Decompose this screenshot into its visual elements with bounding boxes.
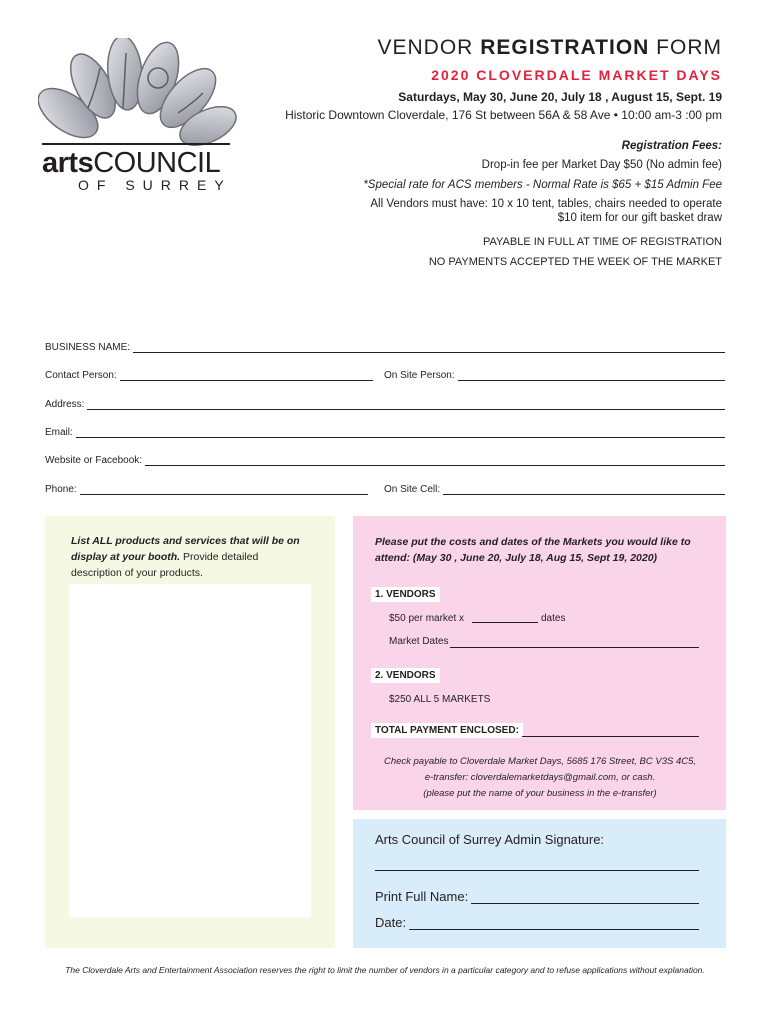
option-1-label: 1. VENDORS: [371, 587, 440, 602]
logo-wordmark: artsCOUNCIL: [42, 147, 221, 179]
total-payment-input[interactable]: [522, 736, 699, 737]
total-payment-label: TOTAL PAYMENT ENCLOSED:: [371, 723, 523, 738]
per-market-text: $50 per market x: [389, 613, 465, 624]
fee-gift: $10 item for our gift basket draw: [557, 212, 722, 224]
on-site-cell-field[interactable]: On Site Cell:: [384, 481, 725, 495]
phone-field[interactable]: Phone:: [45, 481, 368, 495]
fees-heading: Registration Fees:: [621, 140, 722, 152]
fee-dropin: Drop-in fee per Market Day $50 (No admin fee): [481, 159, 722, 171]
website-field[interactable]: Website or Facebook:: [45, 452, 725, 466]
option-2-label: 2. VENDORS: [371, 668, 440, 683]
market-dates: Saturdays, May 30, June 20, July 18 , August 15, Sept. 19: [398, 90, 722, 104]
dates-word: dates: [541, 613, 566, 624]
all-markets-text: $250 ALL 5 MARKETS: [389, 694, 491, 705]
email-field[interactable]: Email:: [45, 424, 725, 438]
market-dates-label: Market Dates: [389, 636, 449, 647]
address-field[interactable]: Address:: [45, 396, 725, 410]
contact-person-field[interactable]: Contact Person:: [45, 367, 373, 381]
business-name-field[interactable]: BUSINESS NAME:: [45, 339, 725, 353]
logo-rule: [42, 143, 230, 145]
logo-of-surrey: OF SURREY: [78, 177, 232, 193]
admin-signature-input[interactable]: [375, 870, 699, 871]
market-location: Historic Downtown Cloverdale, 176 St between 56A & 58 Ave • 10:00 am-3 :00 pm: [285, 108, 722, 122]
markets-heading: Please put the costs and dates of the Markets you would like to attend: (May 30 , June 20, July 18, Aug 15, Sept 19, 2020): [375, 536, 691, 564]
no-payments-notice: NO PAYMENTS ACCEPTED THE WEEK OF THE MARKET: [428, 256, 722, 268]
fee-requirements: All Vendors must have: 10 x 10 tent, tables, chairs needed to operate: [370, 198, 722, 210]
event-subtitle: 2020 CLOVERDALE MARKET DAYS: [431, 67, 722, 83]
admin-signature-label: Arts Council of Surrey Admin Signature:: [375, 832, 605, 847]
fee-special: *Special rate for ACS members - Normal Rate is $65 + $15 Admin Fee: [363, 179, 722, 191]
date-field[interactable]: Date:: [375, 914, 699, 930]
market-dates-input[interactable]: [450, 647, 699, 648]
payable-notice: PAYABLE IN FULL AT TIME OF REGISTRATION: [483, 236, 722, 248]
footer-disclaimer: The Cloverdale Arts and Entertainment Association reserves the right to limit the number of vendors in a particular category and to refuse applications without explanation.: [65, 965, 705, 975]
on-site-person-field[interactable]: On Site Person:: [384, 367, 725, 381]
print-name-field[interactable]: Print Full Name:: [375, 888, 699, 904]
products-textarea[interactable]: [69, 584, 311, 917]
products-instructions: List ALL products and services that will be on display at your booth. Provide detailed description of your products.: [71, 535, 300, 579]
form-title: VENDOR REGISTRATION FORM: [377, 36, 722, 59]
payment-instructions: Check payable to Cloverdale Market Days, 5685 176 Street, BC V3S 4C5, e-transfer: cloverdalemarketdays@gmail.com, or cash. (please put the name of your business in the e-transfer): [383, 756, 697, 799]
dates-count-input[interactable]: [472, 622, 538, 623]
